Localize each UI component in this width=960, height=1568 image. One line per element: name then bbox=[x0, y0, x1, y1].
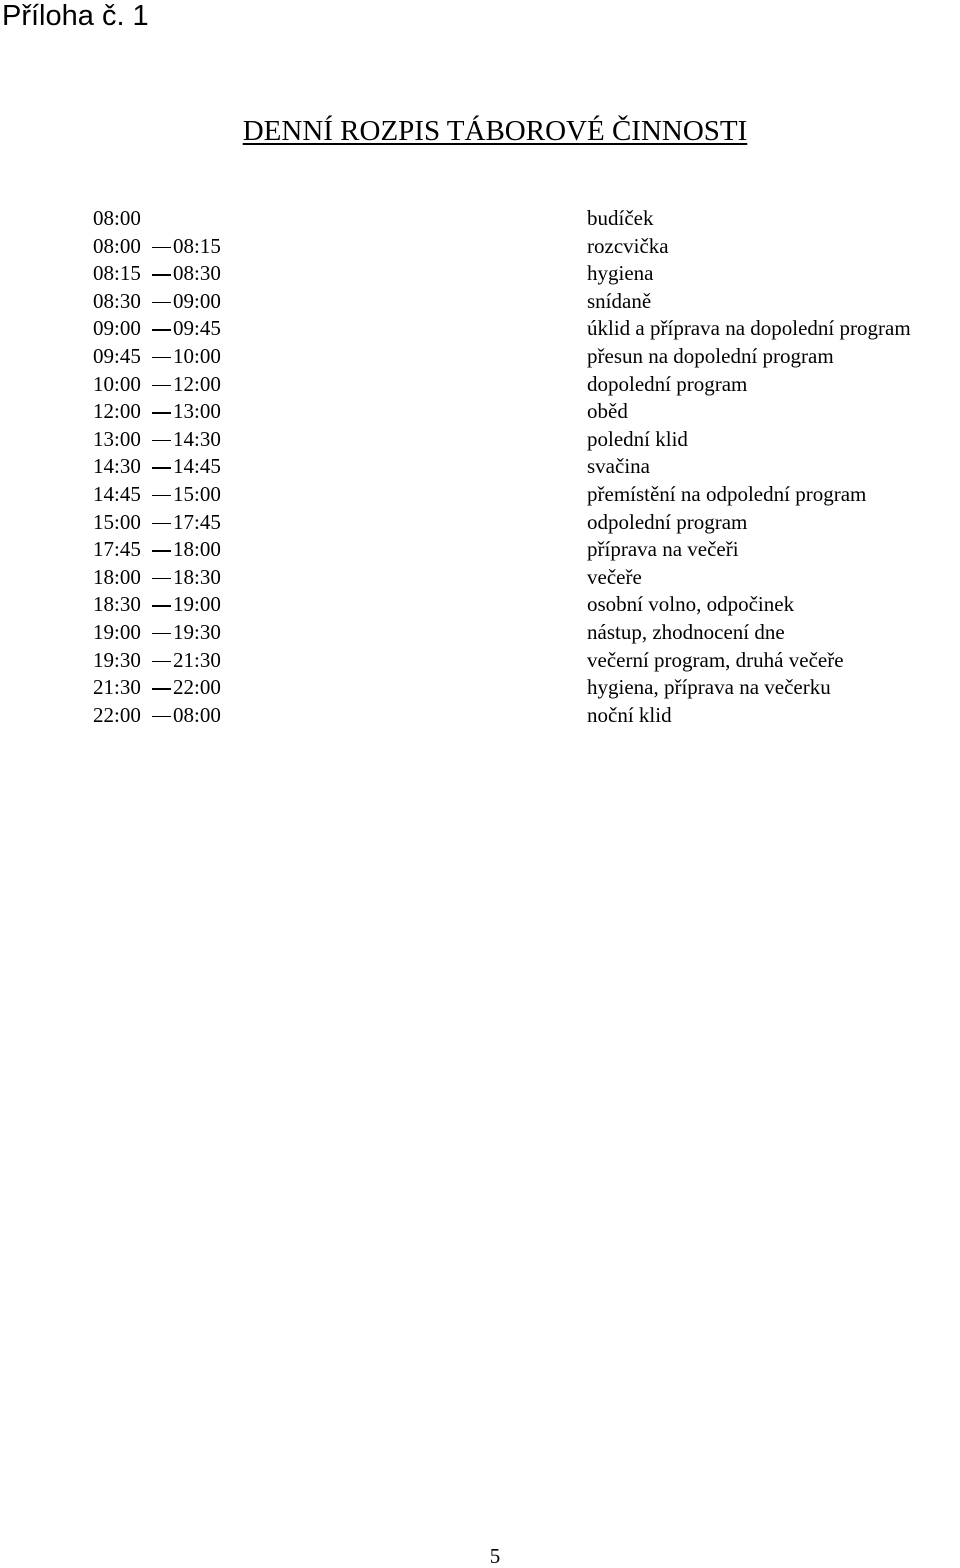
activity: večerní program, druhá večeře bbox=[587, 647, 844, 672]
range-dash bbox=[152, 302, 171, 304]
start-time: 15:00 bbox=[93, 509, 141, 534]
schedule-row bbox=[0, 260, 960, 288]
schedule-row bbox=[0, 288, 960, 316]
end-time: 09:00 bbox=[173, 288, 221, 313]
end-time: 08:15 bbox=[173, 233, 221, 258]
schedule-row bbox=[0, 591, 960, 619]
activity: hygiena bbox=[587, 261, 654, 286]
end-time: 13:00 bbox=[173, 399, 221, 424]
activity: hygiena, příprava na večerku bbox=[587, 675, 831, 700]
activity: rozcvička bbox=[587, 233, 669, 258]
start-time: 09:00 bbox=[93, 316, 141, 341]
end-time: 22:00 bbox=[173, 675, 221, 700]
activity: oběd bbox=[587, 399, 628, 424]
range-dash bbox=[152, 412, 171, 414]
range-dash bbox=[152, 633, 171, 635]
start-time: 22:00 bbox=[93, 702, 141, 727]
start-time: 13:00 bbox=[93, 426, 141, 451]
end-time: 08:00 bbox=[173, 702, 221, 727]
range-dash bbox=[152, 440, 171, 442]
activity: přesun na dopolední program bbox=[587, 343, 834, 368]
end-time: 17:45 bbox=[173, 509, 221, 534]
range-dash bbox=[152, 523, 171, 525]
schedule-row bbox=[0, 564, 960, 592]
start-time: 08:30 bbox=[93, 288, 141, 313]
start-time: 12:00 bbox=[93, 399, 141, 424]
range-dash bbox=[152, 274, 171, 276]
end-time: 12:00 bbox=[173, 371, 221, 396]
schedule-row bbox=[0, 453, 960, 481]
range-dash bbox=[152, 357, 171, 359]
end-time: 09:45 bbox=[173, 316, 221, 341]
document-title: DENNÍ ROZPIS TÁBOROVÉ ČINNOSTI bbox=[242, 115, 748, 147]
start-time: 18:00 bbox=[93, 564, 141, 589]
end-time: 14:45 bbox=[173, 454, 221, 479]
range-dash bbox=[152, 467, 171, 469]
activity: úklid a příprava na dopolední program bbox=[587, 316, 911, 341]
activity: budíček bbox=[587, 206, 654, 230]
activity: odpolední program bbox=[587, 509, 748, 534]
activity: noční klid bbox=[587, 702, 672, 727]
range-dash bbox=[152, 247, 171, 249]
end-time: 14:30 bbox=[173, 426, 221, 451]
end-time: 18:30 bbox=[173, 564, 221, 589]
range-dash bbox=[152, 578, 171, 580]
start-time: 14:45 bbox=[93, 481, 141, 506]
range-dash bbox=[152, 605, 171, 607]
start-time: 08:00 bbox=[93, 233, 141, 258]
schedule-row bbox=[0, 647, 960, 675]
activity: nástup, zhodnocení dne bbox=[587, 619, 785, 644]
activity: polední klid bbox=[587, 426, 688, 451]
activity: příprava na večeři bbox=[587, 537, 739, 562]
schedule-row bbox=[0, 398, 960, 426]
activity: osobní volno, odpočinek bbox=[587, 592, 795, 617]
range-dash bbox=[152, 550, 171, 552]
schedule-row bbox=[0, 619, 960, 647]
start-time: 08:15 bbox=[93, 261, 141, 286]
activity: přemístění na odpolední program bbox=[587, 481, 867, 506]
schedule-row bbox=[0, 233, 960, 261]
start-time: 17:45 bbox=[93, 537, 141, 562]
annex-label: Příloha č. 1 bbox=[2, 0, 149, 32]
schedule-row bbox=[0, 481, 960, 509]
start-time: 19:30 bbox=[93, 647, 141, 672]
schedule-row bbox=[0, 371, 960, 399]
range-dash bbox=[152, 688, 171, 690]
activity: svačina bbox=[587, 454, 650, 479]
schedule-row bbox=[0, 426, 960, 454]
start-time: 21:30 bbox=[93, 675, 141, 700]
end-time: 18:00 bbox=[173, 537, 221, 562]
end-time: 08:30 bbox=[173, 261, 221, 286]
start-time: 18:30 bbox=[93, 592, 141, 617]
range-dash bbox=[152, 385, 171, 387]
schedule-row bbox=[0, 205, 960, 233]
range-dash bbox=[152, 661, 171, 663]
start-time: 10:00 bbox=[93, 371, 141, 396]
schedule-row bbox=[0, 343, 960, 371]
page-number: 5 bbox=[489, 1544, 501, 1568]
schedule-list bbox=[0, 205, 960, 729]
range-dash bbox=[152, 495, 171, 497]
activity: dopolední program bbox=[587, 371, 748, 396]
start-time: 09:45 bbox=[93, 343, 141, 368]
range-dash bbox=[152, 329, 171, 331]
activity: večeře bbox=[587, 564, 642, 589]
start-time: 19:00 bbox=[93, 619, 141, 644]
schedule-row bbox=[0, 315, 960, 343]
activity: snídaně bbox=[587, 288, 652, 313]
end-time: 21:30 bbox=[173, 647, 221, 672]
end-time: 10:00 bbox=[173, 343, 221, 368]
schedule-row bbox=[0, 509, 960, 537]
end-time: 19:30 bbox=[173, 619, 221, 644]
start-time: 14:30 bbox=[93, 454, 141, 479]
end-time: 19:00 bbox=[173, 592, 221, 617]
schedule-row bbox=[0, 702, 960, 730]
start-time: 08:00 bbox=[93, 206, 141, 230]
end-time: 15:00 bbox=[173, 481, 221, 506]
range-dash bbox=[152, 716, 171, 718]
schedule-row bbox=[0, 536, 960, 564]
schedule-row bbox=[0, 674, 960, 702]
